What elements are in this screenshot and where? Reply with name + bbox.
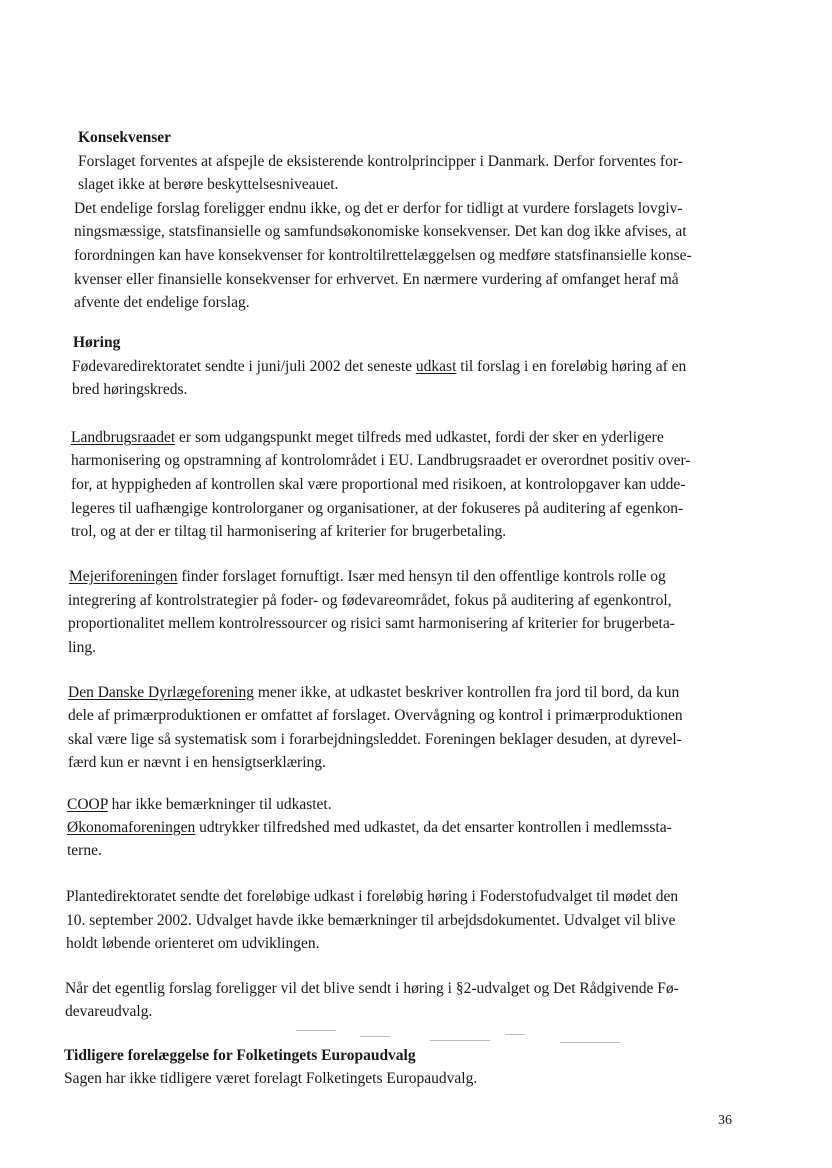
scan-speck: [560, 1042, 620, 1043]
scan-speck: [430, 1040, 490, 1041]
paragraph-line: [67, 818, 672, 838]
paragraph-line: integrering af kontrolstrategier på foder- og fødevareområdet, fokus på auditering af egenkontrol,: [68, 592, 672, 609]
text: til forslag i en foreløbig høring af en: [456, 358, 687, 375]
paragraph-line: terne.: [67, 842, 102, 859]
paragraph-line: legeres til uafhængige kontrolorganer og organisationer, at der fokuseres på auditering af egenkon-: [71, 500, 684, 517]
scan-speck: [505, 1034, 525, 1035]
paragraph-line: Det endelige forslag foreligger endnu ikke, og det er derfor for tidligt at vurdere forslagets lovgiv-: [74, 200, 683, 217]
paragraph-line: ling.: [68, 639, 96, 656]
text: finder forslaget fornuftigt. Især med hensyn til den offentlige kontrols rolle og: [177, 568, 666, 585]
paragraph-line: skal være lige så systematisk som i forarbejdningsleddet. Foreningen beklager desuden, at dyrevel-: [68, 731, 682, 748]
paragraph-line: færd kun er nævnt i en hensigtserklæring.: [68, 754, 326, 771]
paragraph-line: Forslaget forventes at afspejle de eksisterende kontrolprincipper i Danmark. Derfor forventes for-: [78, 153, 683, 170]
paragraph-line: slaget ikke at berøre beskyttelsesniveauet.: [78, 176, 339, 193]
heading-horing: Høring: [73, 334, 121, 351]
paragraph-line: Plantedirektoratet sendte det foreløbige udkast i foreløbig høring i Foderstofudvalget til mødet den: [66, 888, 679, 905]
paragraph-line: forordningen kan have konsekvenser for kontroltilrettelæggelsen og medføre statsfinansielle konse-: [74, 247, 692, 264]
text: mener ikke, at udkastet beskriver kontrollen fra jord til bord, da kun: [253, 684, 680, 701]
text: Fødevaredirektoratet sendte i juni/juli 2002 det seneste: [72, 358, 416, 375]
org-coop: COOP: [67, 796, 108, 813]
paragraph-line: devareudvalg.: [65, 1003, 153, 1020]
org-dyrlaegeforening: Den Danske Dyrlægeforening: [68, 684, 254, 701]
org-okonomaforeningen: Økonomaforeningen: [67, 819, 196, 836]
paragraph-line: [71, 428, 664, 448]
paragraph-line: kvenser eller finansielle konsekvenser for erhvervet. En nærmere vurdering af omfanget heraf må: [74, 271, 679, 288]
paragraph-line: [68, 683, 679, 703]
paragraph-line: for, at hyppigheden af kontrollen skal være proportional med risikoen, at kontrolopgaver kan udde-: [71, 476, 686, 493]
paragraph-line: trol, og at der er tiltag til harmonisering af kriterier for brugerbetaling.: [71, 523, 507, 540]
paragraph-line: Sagen har ikke tidligere været forelagt Folketingets Europaudvalg.: [64, 1070, 478, 1087]
text: har ikke bemærkninger til udkastet.: [107, 796, 332, 813]
paragraph-line: 10. september 2002. Udvalget havde ikke bemærkninger til arbejdsdokumentet. Udvalget vil blive: [66, 912, 676, 929]
link-udkast[interactable]: udkast: [415, 358, 457, 375]
paragraph-line: [67, 795, 332, 815]
paragraph-line: [69, 567, 666, 587]
text: udtrykker tilfredshed med udkastet, da det ensarter kontrollen i medlemssta-: [195, 819, 672, 836]
paragraph-line: holdt løbende orienteret om udviklingen.: [66, 935, 320, 952]
scan-speck: [360, 1036, 390, 1037]
org-mejeriforeningen: Mejeriforeningen: [69, 568, 178, 585]
text: er som udgangspunkt meget tilfreds med udkastet, fordi der sker en yderligere: [175, 429, 664, 446]
heading-konsekvenser: Konsekvenser: [78, 129, 171, 146]
paragraph-line: dele af primærproduktionen er omfattet af forslaget. Overvågning og kontrol i primærproduktionen: [68, 707, 683, 724]
paragraph-line: harmonisering og opstramning af kontrolområdet i EU. Landbrugsraadet er overordnet positiv over-: [71, 452, 691, 469]
heading-tidligere: Tidligere forelæggelse for Folketingets Europaudvalg: [64, 1047, 416, 1064]
page-number: 36: [718, 1113, 732, 1128]
paragraph-line: [72, 357, 686, 377]
paragraph-line: Når det egentlig forslag foreligger vil det blive sendt i høring i §2-udvalget og Det Rådgivende Fø-: [65, 980, 679, 997]
paragraph-line: afvente det endelige forslag.: [74, 294, 250, 311]
paragraph-line: ningsmæssige, statsfinansielle og samfundsøkonomiske konsekvenser. Det kan dog ikke afvises, at: [74, 223, 687, 240]
scan-speck: [296, 1030, 336, 1031]
org-landbrugsraadet: Landbrugsraadet: [71, 429, 176, 446]
paragraph-line: bred høringskreds.: [72, 381, 188, 398]
paragraph-line: proportionalitet mellem kontrolressourcer og risici samt harmonisering af kriterier for brugerbeta-: [68, 615, 675, 632]
